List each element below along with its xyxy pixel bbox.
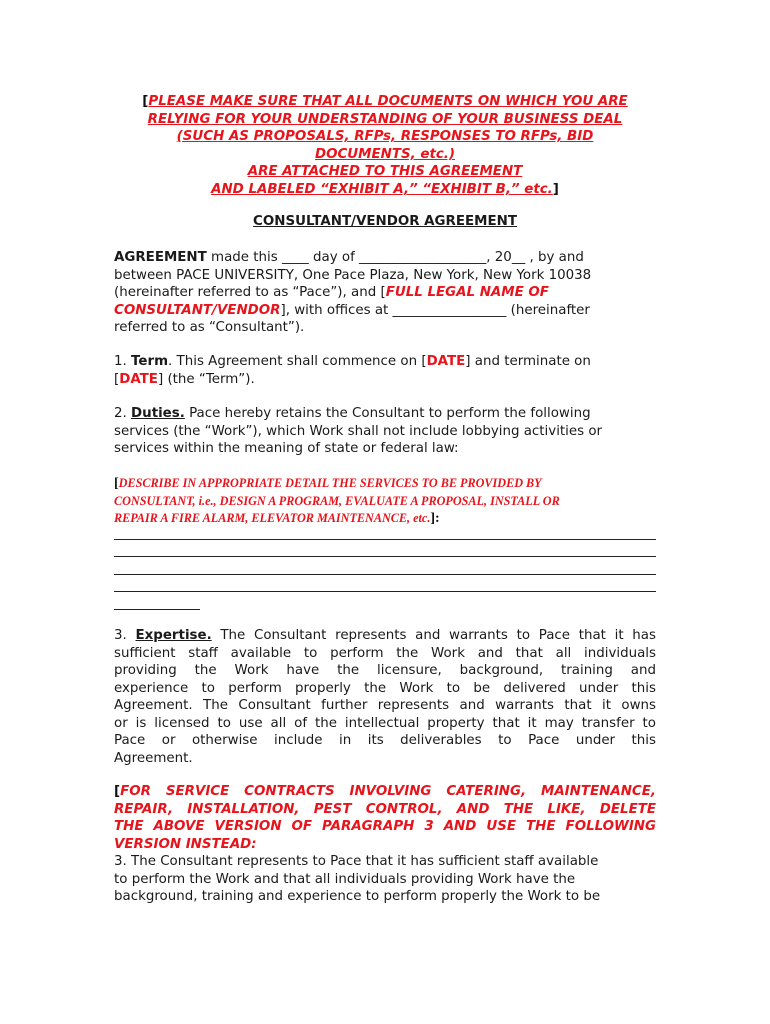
- blank-line[interactable]: [114, 556, 656, 557]
- notice-line-6: AND LABELED “EXHIBIT A,” “EXHIBIT B,” etc.]: [211, 181, 559, 197]
- notice-line-2: RELYING FOR YOUR UNDERSTANDING OF YOUR BUSINESS DEAL: [147, 111, 623, 127]
- document-title: CONSULTANT/VENDOR AGREEMENT: [253, 214, 517, 229]
- service-contract-instruction: [FOR SERVICE CONTRACTS INVOLVING CATERING, MAINTENANCE, REPAIR, INSTALLATION, PEST CONTROL, AND THE LIKE, DELETE THE ABOVE VERSION OF PARAGRAPH 3 AND USE THE FOLLOWING VERSION INSTEAD:: [114, 784, 656, 852]
- term-heading: Term: [131, 354, 169, 369]
- exhibit-notice: [100, 93, 670, 199]
- term-paragraph: 1. Term. This Agreement shall commence on [DATE] and terminate on [DATE] (the “Term”).: [114, 354, 591, 387]
- duties-heading: Duties.: [131, 406, 185, 421]
- agreement-paragraph: AGREEMENT made this ____ day of ___________________, 20__ , by and between PACE UNIVERSITY, One Pace Plaza, New York, New York 10038 (hereinafter referred to as “Pace”), and [FULL LEGAL NAME OF CONSULTANT/VENDOR], with offices at _________________ (hereinafter referred to as “Consultant”).: [114, 250, 592, 335]
- blank-line[interactable]: [114, 591, 656, 592]
- notice-line-4: DOCUMENTS, etc.): [314, 146, 456, 162]
- notice-line-1: [PLEASE MAKE SURE THAT ALL DOCUMENTS ON WHICH YOU ARE: [142, 94, 628, 109]
- blank-line[interactable]: [114, 609, 200, 610]
- blank-line[interactable]: [114, 539, 656, 540]
- notice-line-3: (SUCH AS PROPOSALS, RFPs, RESPONSES TO RFPs, BID: [176, 129, 594, 145]
- date-placeholder: DATE: [426, 354, 466, 369]
- duties-paragraph: 2. Duties. Pace hereby retains the Consultant to perform the following services (the “Work”), which Work shall not include lobbying activities or services within the meaning of state or federal law:: [114, 406, 603, 456]
- blank-line[interactable]: [114, 574, 656, 575]
- expertise-heading: Expertise.: [135, 628, 212, 643]
- describe-instruction: [DESCRIBE IN APPROPRIATE DETAIL THE SERVICES TO BE PROVIDED BY CONSULTANT, i.e., DESIGN A PROGRAM, EVALUATE A PROPOSAL, INSTALL OR REPAIR A FIRE ALARM, ELEVATOR MAINTENANCE, etc.]:: [114, 476, 560, 526]
- date-placeholder: DATE: [119, 371, 158, 387]
- alternate-expertise-paragraph: 3. The Consultant represents to Pace that it has sufficient staff available to perform the Work and that all individuals providing Work have the background, training and experience to perform properly the Work to be: [114, 854, 601, 904]
- expertise-paragraph: 3. Expertise. The Consultant represents and warrants to Pace that it has sufficient staff available to perform the Work and that all individuals providing the Work have the licensure, background, training and experience to perform properly the Work to be delivered under this Agreement. The Consultant further represents and warrants that it owns or is licensed to use all of the intellectual property that it may transfer to Pace or otherwise include in its deliverables to Pace under this Agreement.: [114, 628, 656, 766]
- notice-line-5: ARE ATTACHED TO THIS AGREEMENT: [247, 164, 523, 180]
